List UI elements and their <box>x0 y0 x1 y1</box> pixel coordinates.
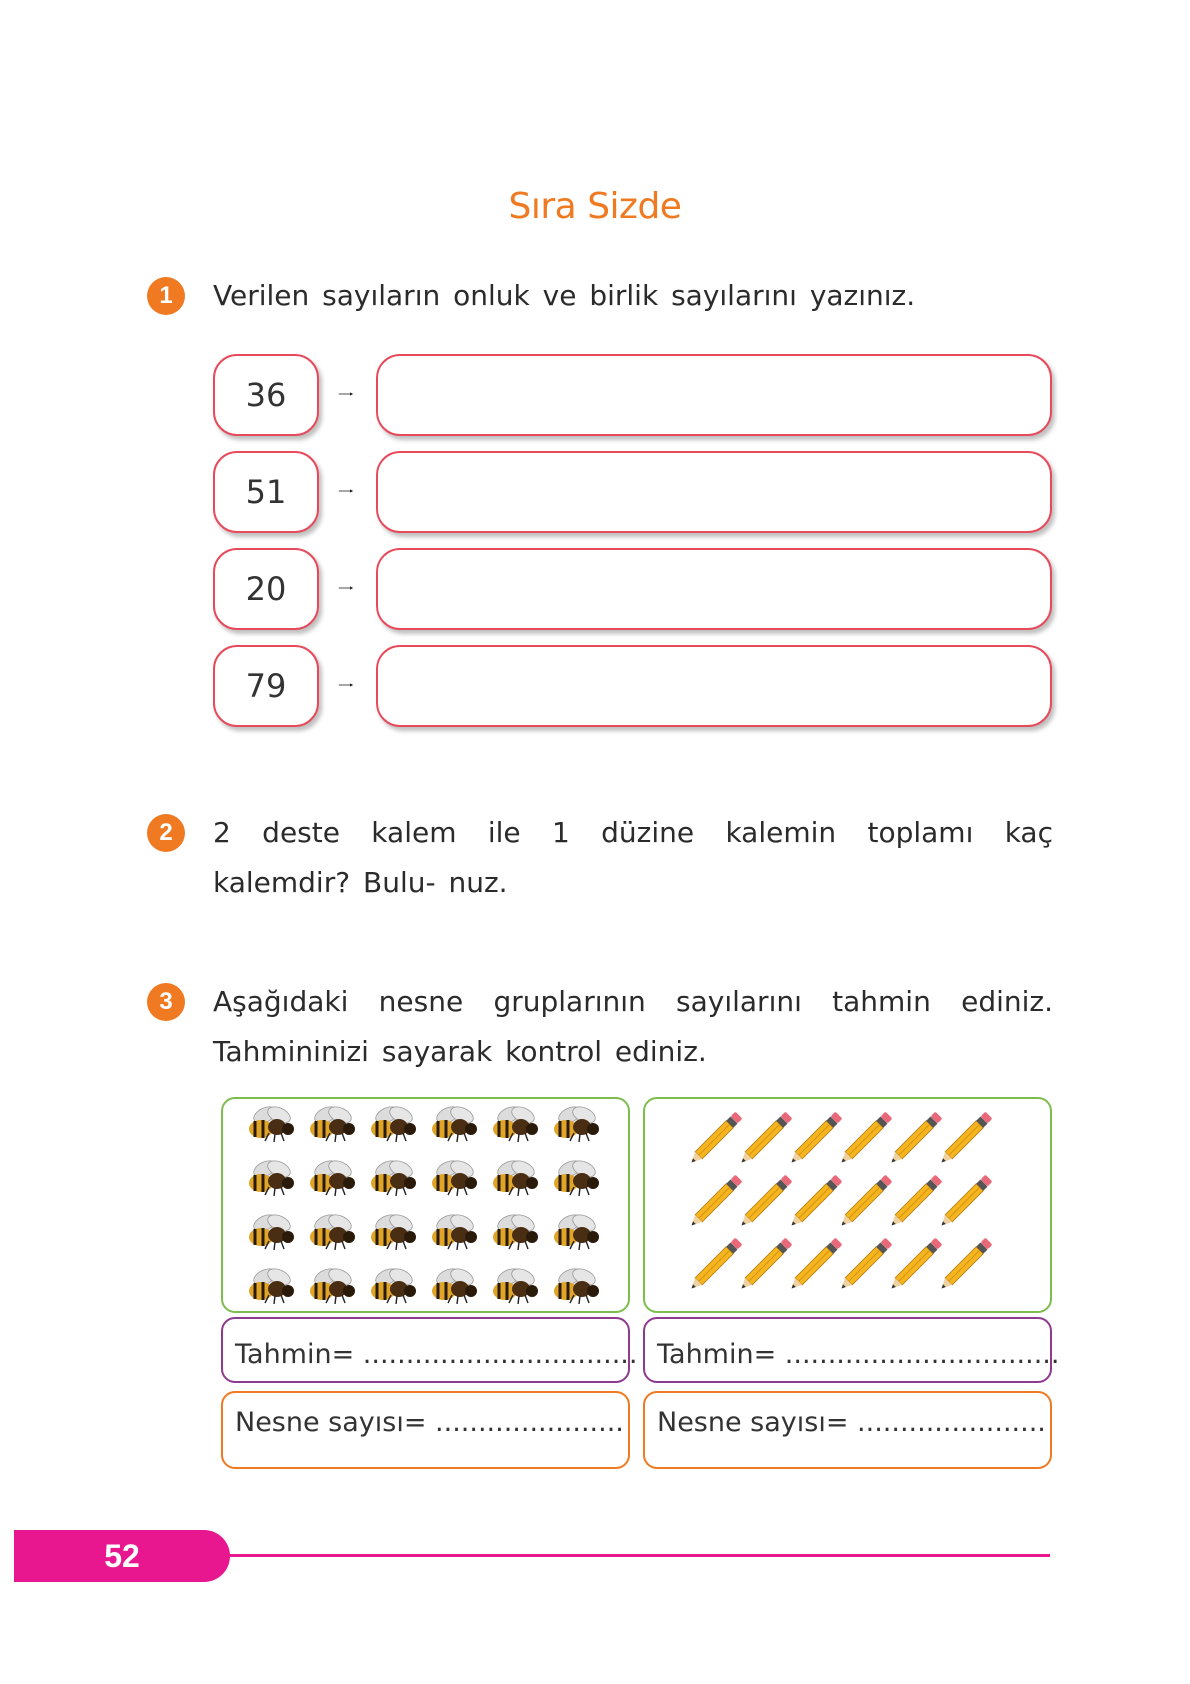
footer-line <box>228 1554 1050 1557</box>
number-box-79: 79 <box>213 645 319 727</box>
pencil-group-image <box>645 1099 1050 1311</box>
answer-box-4[interactable] <box>376 645 1052 727</box>
answer-box-2[interactable] <box>376 451 1052 533</box>
arrow-right-icon <box>328 586 364 590</box>
answer-box-1[interactable] <box>376 354 1052 436</box>
pencil-group-box <box>643 1097 1052 1313</box>
arrow-right-icon <box>328 683 364 687</box>
arrow-right-icon <box>328 392 364 396</box>
bee-group-image <box>223 1099 628 1311</box>
question-1-text: Verilen sayıların onluk ve birlik sayılarını yazınız. <box>213 279 916 312</box>
tahmin-label: Tahmin= ................................ <box>235 1339 638 1370</box>
question-number-1: 1 <box>147 277 185 315</box>
nesne-sayisi-field-1[interactable] <box>221 1391 630 1469</box>
nesne-sayisi-label: Nesne sayısı= ...................... <box>657 1407 1046 1438</box>
number-box-20: 20 <box>213 548 319 630</box>
number-box-36: 36 <box>213 354 319 436</box>
bee-group-box <box>221 1097 630 1313</box>
tahmin-field-1[interactable] <box>221 1317 638 1383</box>
question-number-3: 3 <box>147 983 185 1021</box>
question-number-2: 2 <box>147 814 185 852</box>
question-2-text: 2 deste kalem ile 1 düzine kalemin toplamı kaç kalemdir? Bulu- nuz. <box>213 816 1053 899</box>
tahmin-field-2[interactable] <box>643 1317 1060 1383</box>
answer-box-3[interactable] <box>376 548 1052 630</box>
page-number: 52 <box>14 1530 230 1582</box>
number-box-51: 51 <box>213 451 319 533</box>
question-3-text: Aşağıdaki nesne gruplarının sayılarını tahmin ediniz. Tahmininizi sayarak kontrol ediniz. <box>213 985 1053 1068</box>
page-title: Sıra Sizde <box>508 186 682 227</box>
nesne-sayisi-label: Nesne sayısı= ...................... <box>235 1407 624 1438</box>
arrow-right-icon <box>328 489 364 493</box>
nesne-sayisi-field-2[interactable] <box>643 1391 1052 1469</box>
tahmin-label: Tahmin= ................................ <box>657 1339 1060 1370</box>
